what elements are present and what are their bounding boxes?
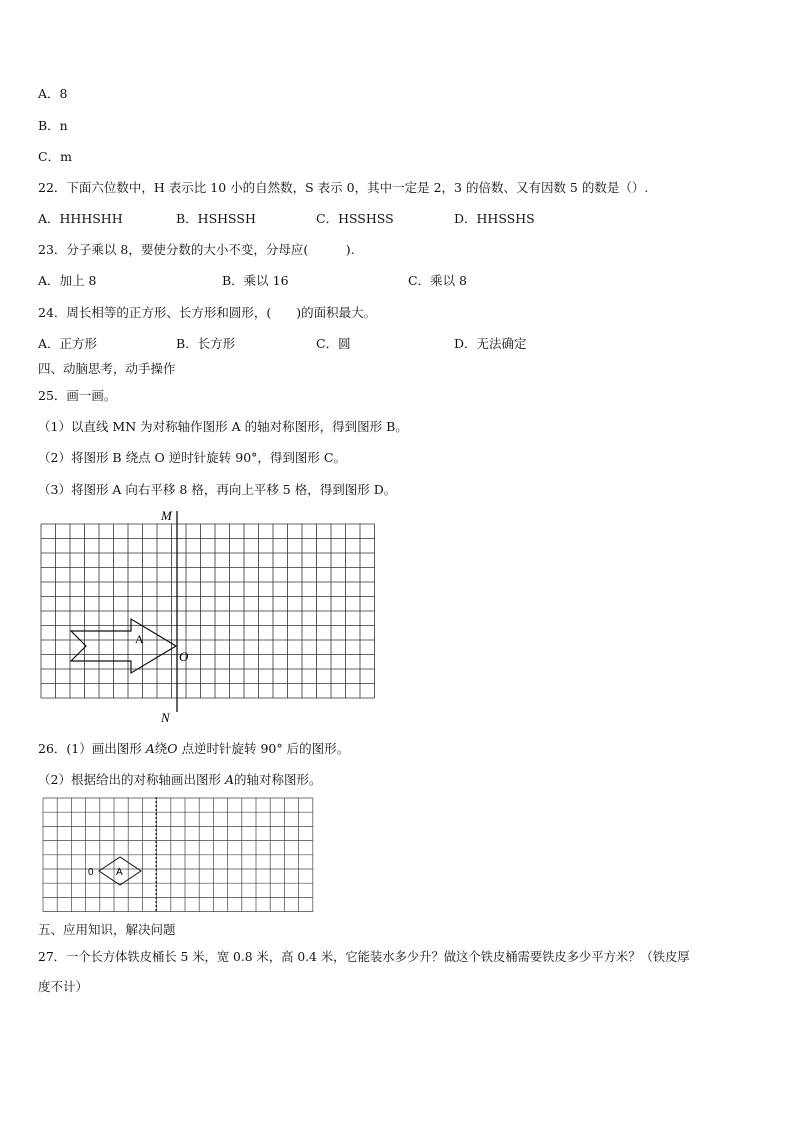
label-a: A	[135, 632, 144, 646]
q22-option-c: C．HSSHSS	[316, 211, 394, 226]
q24-option-c: C．圆	[316, 336, 351, 351]
q26-stem-mid: 绕	[154, 741, 168, 756]
section-4-heading: 四、动脑思考，动手操作	[38, 361, 176, 376]
section-5-heading: 五、应用知识，解决问题	[38, 922, 176, 937]
q24-option-b: B．长方形	[176, 336, 236, 351]
q21-option-a: A．8	[38, 86, 68, 101]
q26-stem-post: 点逆时针旋转 90° 后的图形。	[177, 741, 350, 756]
q23-option-b: B．乘以 16	[222, 273, 289, 288]
q25-sub1: （1）以直线 MN 为对称轴作图形 A 的轴对称图形，得到图形 B。	[38, 419, 408, 434]
q26-stem-pre: 26．(1）画出图形	[38, 741, 146, 756]
label-a: A	[116, 867, 123, 878]
q22-option-b: B．HSHSSH	[176, 211, 256, 226]
q23-option-a: A．加上 8	[38, 273, 97, 288]
q22-stem: 22．下面六位数中，H 表示比 10 小的自然数，S 表示 0，其中一定是 2，3 的倍数、又有因数 5 的数是（）.	[38, 180, 649, 195]
q22-option-a: A．HHHSHH	[38, 211, 123, 226]
label-n: N	[161, 710, 170, 725]
q25-stem: 25．画一画。	[38, 388, 117, 403]
q24-option-d: D．无法确定	[454, 336, 527, 351]
q24-stem: 24．周长相等的正方形、长方形和圆形，( )的面积最大。	[38, 305, 377, 320]
q26-sub2-post: 的轴对称图形。	[233, 772, 322, 787]
q26-sub2-pre: （2）根据给出的对称轴画出图形	[38, 772, 225, 787]
label-o: O	[179, 649, 189, 664]
q23-stem: 23．分子乘以 8，要使分数的大小不变，分母应( ).	[38, 242, 355, 257]
q22-option-d: D．HHSSHS	[454, 211, 535, 226]
q27-stem-line1: 27．一个长方体铁皮桶长 5 米，宽 0.8 米，高 0.4 米，它能装水多少升？做这个铁皮桶需要铁皮多少平方米？（铁皮厚	[38, 950, 690, 964]
q23-option-c: C．乘以 8	[408, 273, 467, 288]
label-0: 0	[88, 867, 94, 878]
q25-sub3: （3）将图形 A 向右平移 8 格，再向上平移 5 格，得到图形 D。	[38, 482, 397, 497]
q27-stem-line2: 度不计）	[38, 979, 89, 994]
q25-sub2: （2）将图形 B 绕点 O 逆时针旋转 90°，得到图形 C。	[38, 450, 346, 465]
q26-stem-o: O	[167, 741, 178, 756]
q26-sub2-a: A	[224, 772, 234, 787]
q21-option-b: B．n	[38, 118, 68, 133]
q24-option-a: A．正方形	[38, 336, 98, 351]
q26-stem-a: A	[145, 741, 155, 756]
label-m: M	[161, 508, 172, 523]
q21-option-c: C．m	[38, 149, 72, 164]
